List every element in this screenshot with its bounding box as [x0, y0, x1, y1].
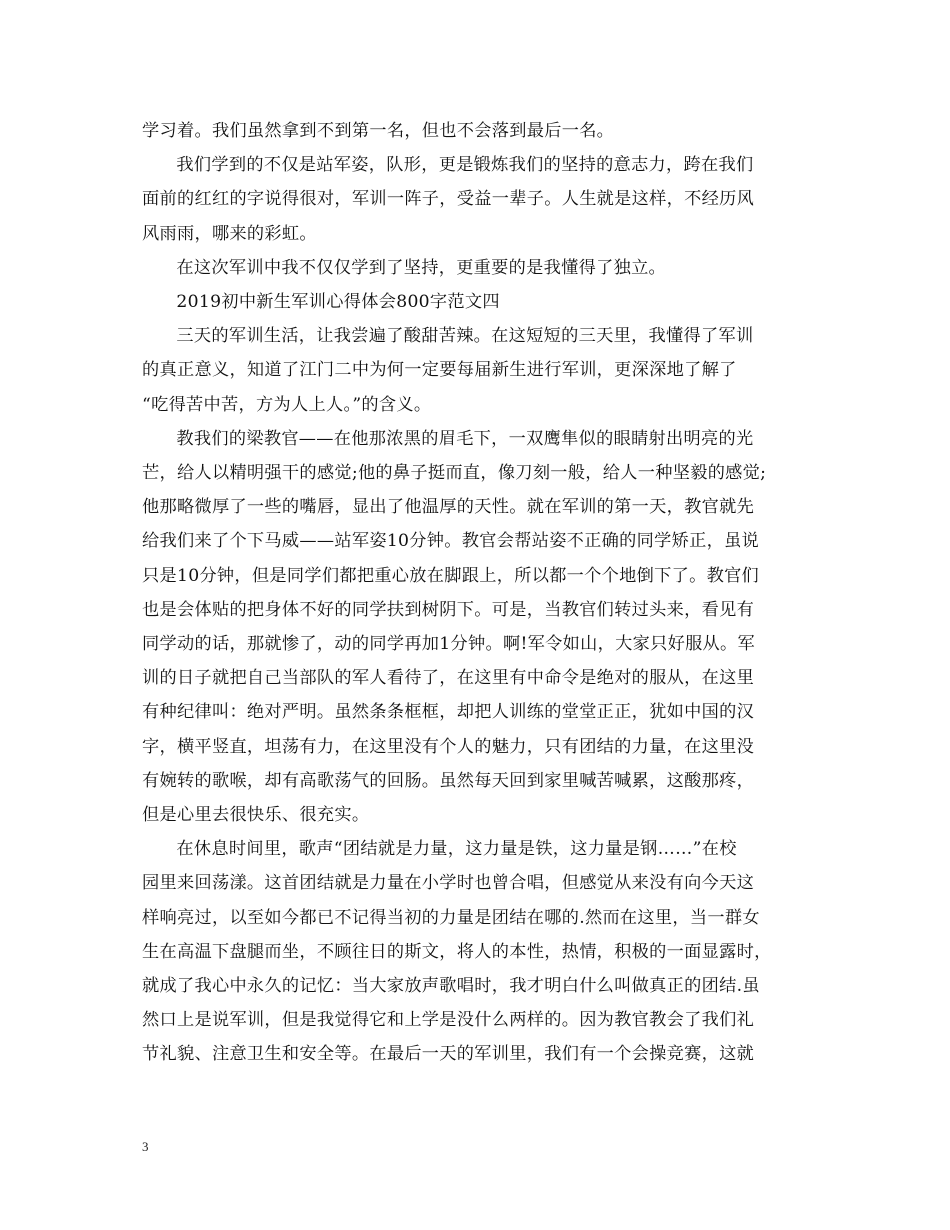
paragraph-5: 教我们的梁教官——在他那浓黑的眉毛下，一双鹰隼似的眼睛射出明亮的光 芒，给人以精明强干的感觉;他的鼻子挺而直，像刀刻一般，给人一种坚毅的感觉; 他那略微厚了一些的嘴唇，显出了他温厚的天性。就在军训的第一天，教官就先 给我们来了个下马威——站军姿10分钟。教官会帮站姿不正确的同学矫正，虽说 只是10分钟，但是同学们都把重心放在脚跟上，所以都一个个地倒下了。教官们 也是会体贴的把身体不好的同学扶到树阴下。可是，当教官们转过头来，看见有 同学动的话，那就惨了，动的同学再加1分钟。啊!军令如山，大家只好服从。军 训的日子就把自己当部队的军人看待了，在这里有中命令是绝对的服从，在这里 有种纪律叫：绝对严明。虽然条条框框，却把人训练的堂堂正正，犹如中国的汉 字，横平竖直，坦荡有力，在这里没有个人的魅力，只有团结的力量，在这里没 有婉转的歌喉，却有高歌荡气的回肠。虽然每天回到家里喊苦喊累，这酸那疼， 但是心里去很快乐、很充实。: [142, 428, 767, 826]
section-heading: 2019初中新生军训心得体会800字范文四: [176, 292, 500, 313]
paragraph-3: 在这次军训中我不仅仅学到了坚持，更重要的是我懂得了独立。: [176, 257, 667, 278]
document-body: [142, 114, 822, 1072]
paragraph-1: 学习着。我们虽然拿到不到第一名，但也不会落到最后一名。: [142, 121, 615, 141]
paragraph-2: 我们学到的不仅是站军姿，队形，更是锻炼我们的坚持的意志力，跨在我们 面前的红红的字说得很对，军训一阵子，受益一辈子。人生就是这样，不经历风 风雨雨，哪来的彩虹。: [142, 155, 755, 244]
paragraph-6: 在休息时间里，歌声“团结就是力量，这力量是铁，这力量是钢……”在校 园里来回荡漾。这首团结就是力量在小学时也曾合唱，但感觉从来没有向今天这 样响亮过，以至如今都已不记得当初的力量是团结在哪的.然而在这里，当一群女 生在高温下盘腿而坐，不顾往日的斯文，将人的本性，热情，积极的一面显露时， 就成了我心中永久的记忆：当大家放声歌唱时，我才明白什么叫做真正的团结.虽 然口上是说军训，但是我觉得它和上学是没什么两样的。因为教官教会了我们礼 节礼貌、注意卫生和安全等。在最后一天的军训里，我们有一个会操竞赛，这就: [142, 839, 772, 1065]
page-number: 3: [142, 1139, 149, 1154]
paragraph-4: 三天的军训生活，让我尝遍了酸甜苦辣。在这短短的三天里，我懂得了军训 的真正意义，知道了江门二中为何一定要每届新生进行军训，更深深地了解了 “吃得苦中苦，方为人上人。”的含义。: [142, 326, 754, 415]
